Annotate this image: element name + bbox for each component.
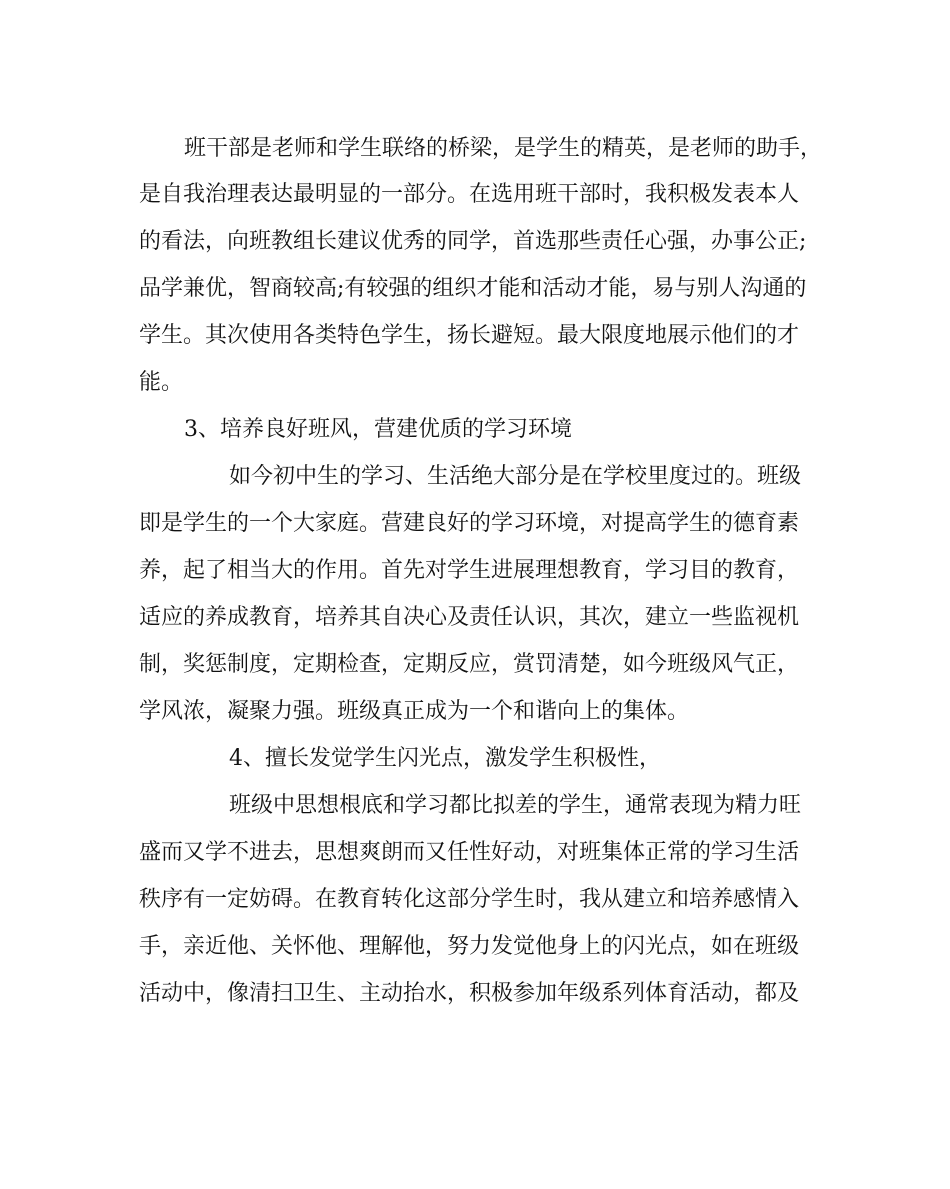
text-line: 活动中，像清扫卫生、主动抬水，积极参加年级系列体育活动，都及	[139, 981, 800, 1006]
text-line: 即是学生的一个大家庭。营建良好的学习环境，对提高学生的德育素	[139, 511, 800, 536]
text-line: 品学兼优，智商较高;有较强的组织才能和活动才能，易与别人沟通的	[139, 276, 807, 301]
text-line: 学风浓，凝聚力强。班级真正成为一个和谐向上的集体。	[139, 699, 690, 724]
text-line: 如今初中生的学习、生活绝大部分是在学校里度过的。班级	[229, 464, 802, 489]
text-line: 养，起了相当大的作用。首先对学生进展理想教育，学习目的教育，	[139, 558, 800, 583]
text-line: 能。	[139, 370, 184, 395]
text-line: 班干部是老师和学生联络的桥梁，是学生的精英，是老师的助手，	[184, 136, 823, 161]
text-line: 秩序有一定妨碍。在教育转化这部分学生时，我从建立和培养感情入	[139, 887, 800, 912]
section-heading: 4、擅长发觉学生闪光点，激发学生积极性，	[229, 746, 661, 771]
text-line: 是自我治理表达最明显的一部分。在选用班干部时，我积极发表本人	[139, 182, 800, 207]
text-line: 的看法，向班教组长建议优秀的同学，首选那些责任心强，办事公正;	[139, 229, 807, 254]
text-line: 班级中思想根底和学习都比拟差的学生，通常表现为精力旺	[229, 793, 802, 818]
text-line: 适应的养成教育，培养其自决心及责任认识，其次，建立一些监视机	[139, 605, 800, 630]
section-heading: 3、培养良好班风，营建优质的学习环境	[184, 417, 572, 442]
text-line: 盛而又学不进去，思想爽朗而又任性好动，对班集体正常的学习生活	[139, 840, 800, 865]
text-line: 学生。其次使用各类特色学生，扬长避短。最大限度地展示他们的才	[139, 323, 800, 348]
text-line: 制，奖惩制度，定期检查，定期反应，赏罚清楚，如今班级风气正，	[139, 652, 800, 677]
text-line: 手，亲近他、关怀他、理解他，努力发觉他身上的闪光点，如在班级	[139, 934, 800, 959]
